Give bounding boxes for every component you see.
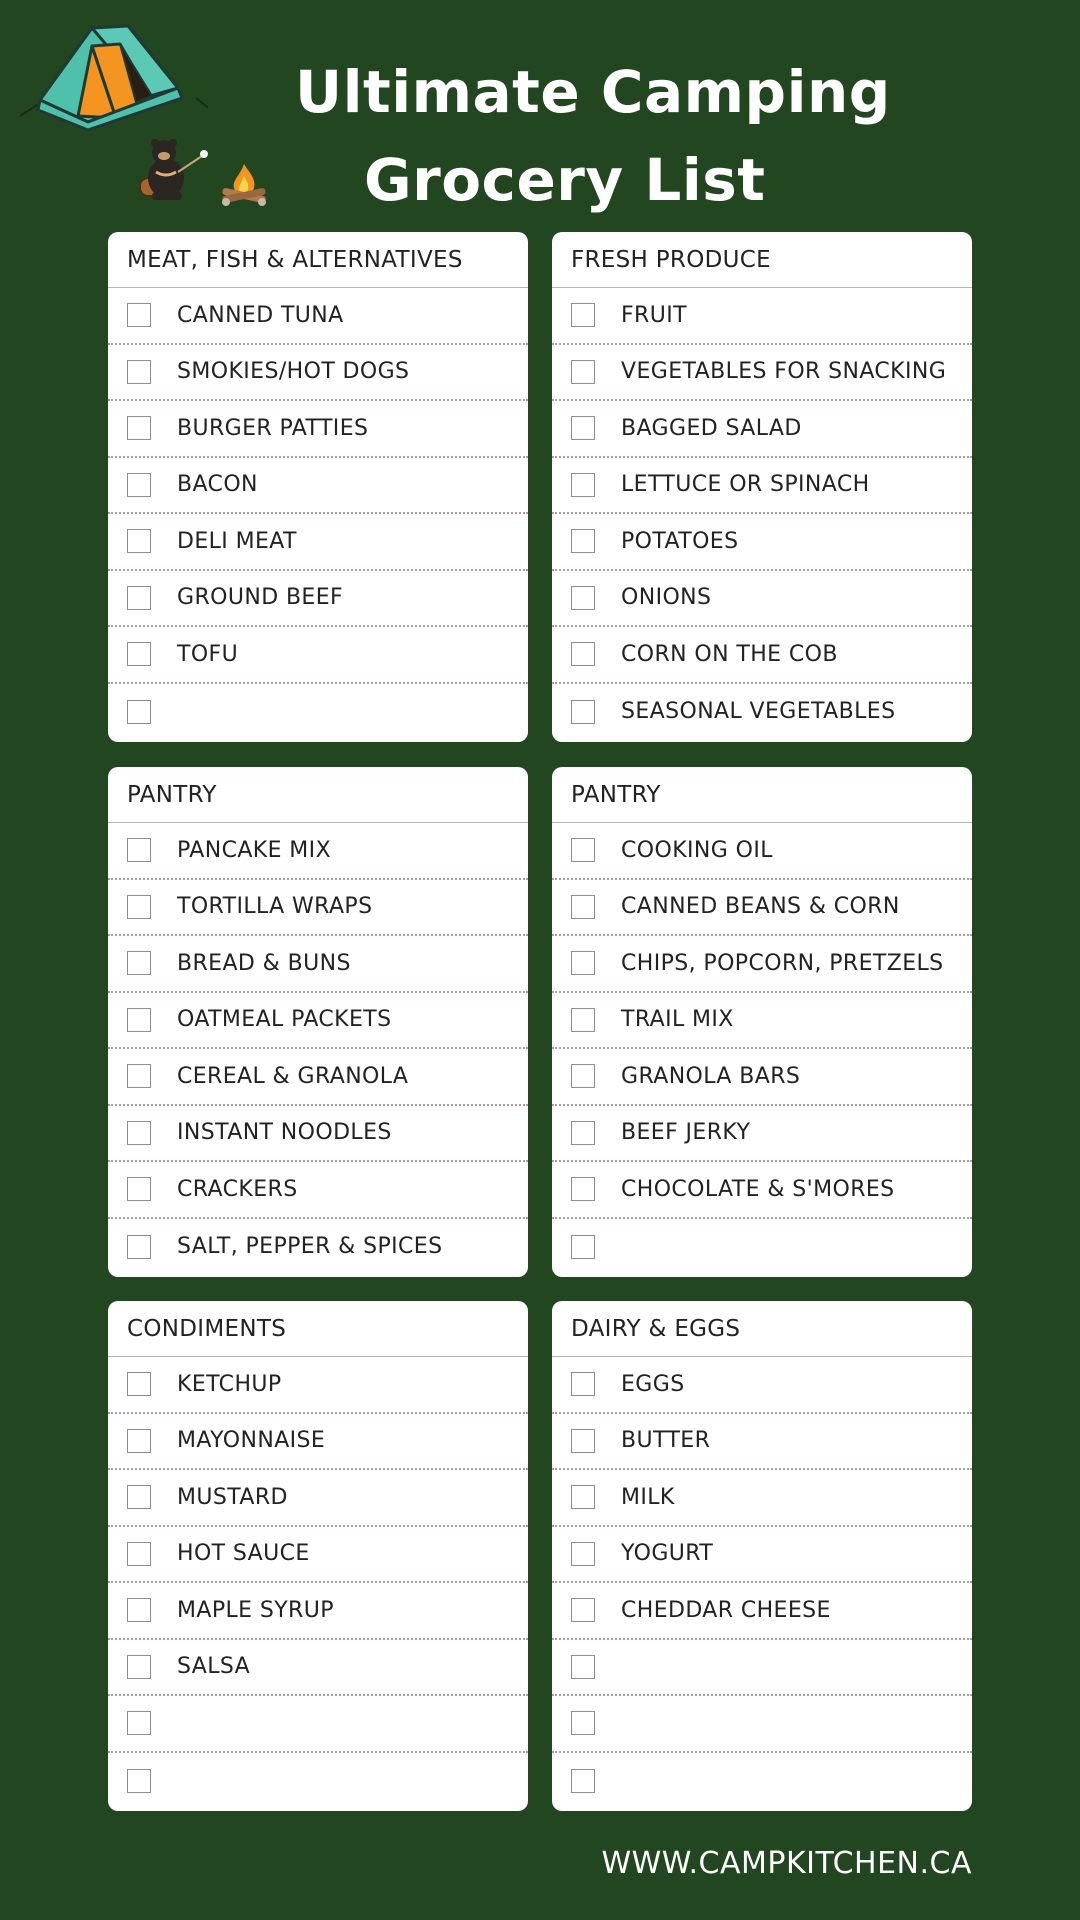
item-label: CORN ON THE COB: [621, 641, 838, 667]
list-item: [108, 1357, 528, 1414]
item-checkbox[interactable]: [127, 1598, 151, 1622]
section-card: [108, 767, 528, 1277]
list-item: [108, 936, 528, 993]
bear-icon: [136, 134, 210, 204]
item-label: GROUND BEEF: [177, 585, 344, 611]
item-checkbox[interactable]: [127, 951, 151, 975]
item-checkbox[interactable]: [571, 1598, 595, 1622]
list-item: [552, 1162, 972, 1219]
item-label: SALSA: [177, 1654, 251, 1680]
item-checkbox[interactable]: [571, 1235, 595, 1259]
item-label: BURGER PATTIES: [177, 415, 369, 441]
list-item: [552, 514, 972, 571]
item-label: YOGURT: [621, 1541, 714, 1567]
item-label: CANNED TUNA: [177, 302, 344, 328]
list-item: [552, 684, 972, 741]
list-item: [552, 1049, 972, 1106]
item-label: MAYONNAISE: [177, 1428, 326, 1454]
item-checkbox[interactable]: [127, 1655, 151, 1679]
list-item: [552, 401, 972, 458]
list-item: [552, 345, 972, 402]
list-item: [108, 1470, 528, 1527]
footer-url[interactable]: WWW.CAMPKITCHEN.CA: [601, 1846, 972, 1881]
list-item: [552, 823, 972, 880]
list-item: [108, 880, 528, 937]
item-label: BREAD & BUNS: [177, 950, 351, 976]
list-item: [108, 514, 528, 571]
list-item: [552, 1470, 972, 1527]
item-checkbox[interactable]: [571, 838, 595, 862]
item-checkbox[interactable]: [127, 838, 151, 862]
item-label: KETCHUP: [177, 1371, 282, 1397]
item-label: SEASONAL VEGETABLES: [621, 699, 896, 725]
item-checkbox[interactable]: [127, 1542, 151, 1566]
list-item: [552, 1583, 972, 1640]
item-checkbox[interactable]: [571, 1064, 595, 1088]
list-item: [108, 1162, 528, 1219]
item-label: GRANOLA BARS: [621, 1063, 801, 1089]
campfire-icon: [216, 160, 272, 206]
list-item: [552, 627, 972, 684]
item-checkbox[interactable]: [571, 1711, 595, 1735]
item-label: CRACKERS: [177, 1176, 298, 1202]
list-item: [108, 288, 528, 345]
item-label: CEREAL & GRANOLA: [177, 1063, 409, 1089]
item-label: TOFU: [177, 641, 239, 667]
item-checkbox[interactable]: [127, 1429, 151, 1453]
list-item: [108, 1049, 528, 1106]
item-checkbox[interactable]: [571, 1769, 595, 1793]
item-label: CHIPS, POPCORN, PRETZELS: [621, 950, 944, 976]
list-item: [108, 1696, 528, 1753]
item-checkbox[interactable]: [127, 1485, 151, 1509]
item-checkbox[interactable]: [571, 360, 595, 384]
item-label: POTATOES: [621, 528, 739, 554]
item-label: CANNED BEANS & CORN: [621, 894, 900, 920]
page-title-line-1: Ultimate Camping: [295, 58, 891, 126]
list-item: [108, 1640, 528, 1697]
list-item: [108, 571, 528, 628]
item-label: INSTANT NOODLES: [177, 1120, 392, 1146]
list-item: [108, 684, 528, 741]
item-checkbox[interactable]: [571, 700, 595, 724]
item-label: CHOCOLATE & S'MORES: [621, 1176, 895, 1202]
item-checkbox[interactable]: [127, 1372, 151, 1396]
item-checkbox[interactable]: [571, 529, 595, 553]
list-item: [108, 1527, 528, 1584]
item-label: BACON: [177, 472, 258, 498]
item-checkbox[interactable]: [127, 529, 151, 553]
item-checkbox[interactable]: [127, 700, 151, 724]
section-card: [108, 232, 528, 742]
list-item: [552, 288, 972, 345]
list-item: [108, 458, 528, 515]
item-label: MUSTARD: [177, 1484, 288, 1510]
item-label: OATMEAL PACKETS: [177, 1007, 392, 1033]
item-checkbox[interactable]: [127, 642, 151, 666]
section-card: [552, 232, 972, 742]
item-checkbox[interactable]: [127, 1769, 151, 1793]
item-checkbox[interactable]: [127, 416, 151, 440]
list-item: [552, 1640, 972, 1697]
item-checkbox[interactable]: [571, 1542, 595, 1566]
item-checkbox[interactable]: [571, 951, 595, 975]
item-label: VEGETABLES FOR SNACKING: [621, 359, 947, 385]
item-label: LETTUCE OR SPINACH: [621, 472, 870, 498]
item-label: FRUIT: [621, 302, 687, 328]
list-item: [108, 627, 528, 684]
list-item: [552, 1219, 972, 1276]
list-item: [552, 1357, 972, 1414]
list-item: [108, 1414, 528, 1471]
list-item: [552, 880, 972, 937]
item-checkbox[interactable]: [571, 473, 595, 497]
list-item: [552, 1527, 972, 1584]
item-checkbox[interactable]: [571, 1177, 595, 1201]
item-label: EGGS: [621, 1371, 685, 1397]
list-item: [108, 993, 528, 1050]
list-item: [552, 993, 972, 1050]
item-checkbox[interactable]: [571, 1485, 595, 1509]
list-item: [552, 936, 972, 993]
list-item: [552, 571, 972, 628]
item-label: ONIONS: [621, 585, 712, 611]
item-checkbox[interactable]: [127, 303, 151, 327]
item-label: TRAIL MIX: [621, 1007, 734, 1033]
item-checkbox[interactable]: [571, 642, 595, 666]
item-label: SMOKIES/HOT DOGS: [177, 359, 410, 385]
item-checkbox[interactable]: [571, 303, 595, 327]
item-checkbox[interactable]: [127, 1177, 151, 1201]
section-heading: FRESH PRODUCE: [552, 232, 972, 288]
item-label: PANCAKE MIX: [177, 837, 332, 863]
list-item: [552, 1414, 972, 1471]
item-checkbox[interactable]: [571, 895, 595, 919]
list-item: [552, 1106, 972, 1163]
list-item: [108, 1583, 528, 1640]
item-checkbox[interactable]: [127, 586, 151, 610]
list-item: [108, 401, 528, 458]
list-item: [108, 1753, 528, 1810]
list-item: [552, 1696, 972, 1753]
item-checkbox[interactable]: [571, 1429, 595, 1453]
item-checkbox[interactable]: [127, 1008, 151, 1032]
item-label: SALT, PEPPER & SPICES: [177, 1234, 443, 1260]
section-heading: PANTRY: [552, 767, 972, 823]
section-heading: PANTRY: [108, 767, 528, 823]
list-item: [108, 345, 528, 402]
item-checkbox[interactable]: [127, 1711, 151, 1735]
item-checkbox[interactable]: [127, 360, 151, 384]
section-heading: DAIRY & EGGS: [552, 1301, 972, 1357]
item-checkbox[interactable]: [571, 1372, 595, 1396]
list-item: [108, 823, 528, 880]
tent-icon: [18, 22, 208, 132]
list-item: [108, 1106, 528, 1163]
item-checkbox[interactable]: [571, 1655, 595, 1679]
item-checkbox[interactable]: [127, 473, 151, 497]
item-label: BUTTER: [621, 1428, 711, 1454]
section-card: [552, 767, 972, 1277]
item-checkbox[interactable]: [127, 1064, 151, 1088]
item-label: CHEDDAR CHEESE: [621, 1597, 831, 1623]
item-label: DELI MEAT: [177, 528, 297, 554]
section-card: [552, 1301, 972, 1811]
item-checkbox[interactable]: [127, 1235, 151, 1259]
item-label: MILK: [621, 1484, 675, 1510]
item-checkbox[interactable]: [571, 586, 595, 610]
page-title-line-2: Grocery List: [364, 146, 766, 214]
item-label: TORTILLA WRAPS: [177, 894, 373, 920]
item-checkbox[interactable]: [127, 1121, 151, 1145]
section-heading: CONDIMENTS: [108, 1301, 528, 1357]
list-item: [552, 1753, 972, 1810]
item-label: BAGGED SALAD: [621, 415, 802, 441]
item-checkbox[interactable]: [571, 416, 595, 440]
item-checkbox[interactable]: [571, 1008, 595, 1032]
list-item: [108, 1219, 528, 1276]
section-heading: MEAT, FISH & ALTERNATIVES: [108, 232, 528, 288]
item-label: MAPLE SYRUP: [177, 1597, 334, 1623]
item-checkbox[interactable]: [571, 1121, 595, 1145]
list-item: [552, 458, 972, 515]
section-card: [108, 1301, 528, 1811]
item-checkbox[interactable]: [127, 895, 151, 919]
item-label: BEEF JERKY: [621, 1120, 751, 1146]
item-label: HOT SAUCE: [177, 1541, 310, 1567]
item-label: COOKING OIL: [621, 837, 773, 863]
